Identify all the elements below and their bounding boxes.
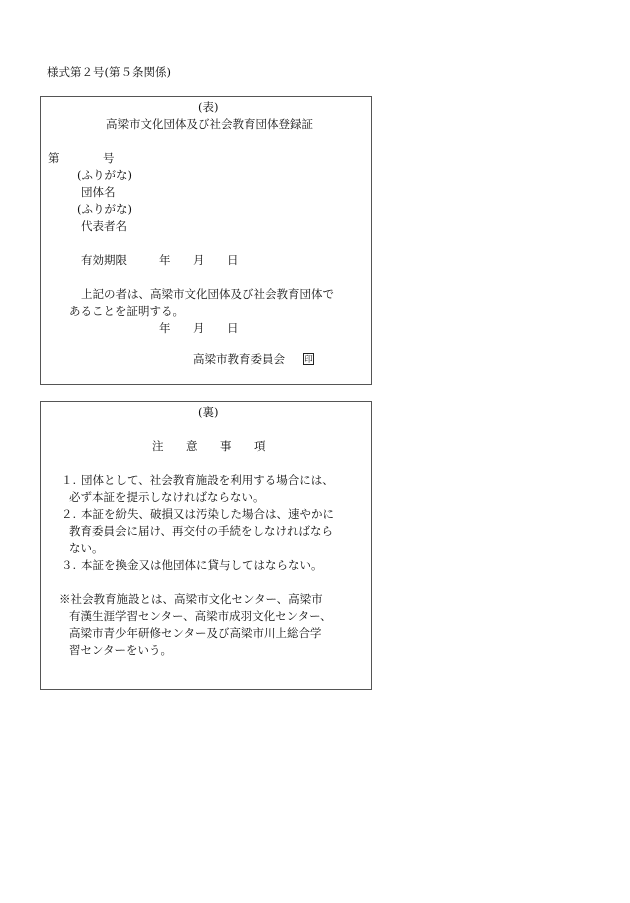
item-2-line-1: 本証を紛失、破損又は汚染した場合は、速やかに <box>81 507 334 521</box>
validity-label: 有効期限 <box>81 253 127 267</box>
group-name-label: 団体名 <box>81 185 116 199</box>
item-3-number: ３. <box>61 558 77 572</box>
group-name-furigana: (ふりがな) <box>77 168 132 182</box>
issue-year: 年 <box>159 321 171 335</box>
item-3-line-1: 本証を換金又は他団体に貸与してはならない。 <box>81 558 323 572</box>
validity-day: 日 <box>227 253 239 267</box>
notes-heading-char-3: 事 <box>220 439 232 453</box>
certify-line-2: あることを証明する。 <box>69 304 184 318</box>
form-label: 様式第２号(第５条関係) <box>47 65 171 79</box>
validity-year: 年 <box>159 253 171 267</box>
notes-heading-char-4: 項 <box>254 439 266 453</box>
facility-note-line-2: 有漢生涯学習センター、高梁市成羽文化センター、 <box>69 609 332 623</box>
issue-day: 日 <box>227 321 239 335</box>
notes-heading-char-1: 注 <box>152 439 164 453</box>
item-1-number: １. <box>61 473 77 487</box>
representative-label: 代表者名 <box>81 219 127 233</box>
certify-line-1: 上記の者は、高梁市文化団体及び社会教育団体で <box>81 287 334 301</box>
front-side-label: (表) <box>198 100 219 114</box>
certificate-title: 高梁市文化団体及び社会教育団体登録証 <box>106 117 313 131</box>
item-2-line-3: ない。 <box>69 541 104 555</box>
facility-note-line-4: 習センターをいう。 <box>69 643 173 657</box>
representative-furigana: (ふりがな) <box>77 202 132 216</box>
number-suffix: 号 <box>103 151 115 165</box>
issue-month: 月 <box>193 321 205 335</box>
front-card <box>40 96 372 385</box>
back-side-label: (裏) <box>198 405 219 419</box>
number-prefix: 第 <box>48 151 60 165</box>
item-1-line-2: 必ず本証を提示しなければならない。 <box>69 490 265 504</box>
facility-note-line-3: 高梁市青少年研修センター及び高梁市川上総合学 <box>69 626 322 640</box>
back-card <box>40 401 372 690</box>
validity-month: 月 <box>193 253 205 267</box>
item-2-line-2: 教育委員会に届け、再交付の手続をしなければなら <box>69 524 334 538</box>
item-1-line-1: 団体として、社会教育施設を利用する場合には、 <box>81 473 334 487</box>
seal-box: 印 <box>304 355 313 365</box>
notes-heading-char-2: 意 <box>186 439 198 453</box>
item-2-number: ２. <box>61 507 77 521</box>
issuer-name: 高梁市教育委員会 <box>193 352 285 366</box>
facility-note-line-1: ※社会教育施設とは、高梁市文化センター、高梁市 <box>59 592 323 606</box>
